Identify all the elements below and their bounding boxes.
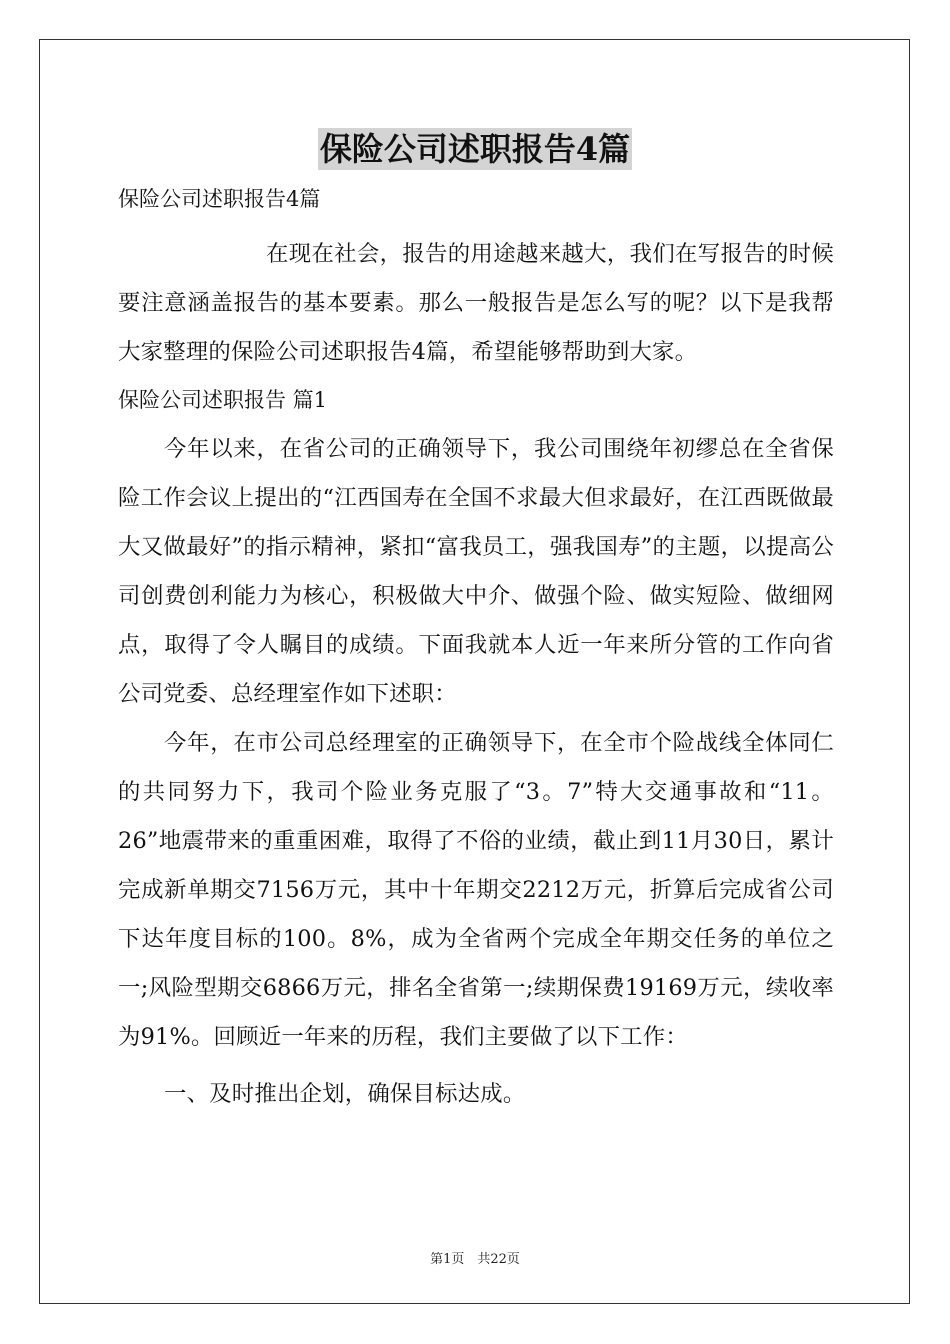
document-subtitle: 保险公司述职报告4篇	[118, 187, 321, 211]
document-title: 保险公司述职报告4篇	[319, 130, 631, 168]
body-paragraph-2: 今年，在市公司总经理室的正确领导下，在全市个险战线全体同仁的共同努力下，我司个险业务克服了“3。7”特大交通事故和“11。26”地震带来的重重困难，取得了不俗的业绩，截止到11月30日，累计完成新单期交7156万元，其中十年期交2212万元，折算后完成省公司下达年度目标的100。8%，成为全省两个完成全年期交任务的单位之一;风险型期交6866万元，排名全省第一;续期保费19169万元，续收率为91%。回顾近一年来的历程，我们主要做了以下工作：	[118, 730, 834, 1050]
intro-paragraph: 在现在社会，报告的用途越来越大，我们在写报告的时候要注意涵盖报告的基本要素。那么一般报告是怎么写的呢？以下是我帮大家整理的保险公司述职报告4篇，希望能够帮助到大家。	[118, 241, 834, 365]
page-footer	[0, 1248, 950, 1267]
title-container	[0, 128, 950, 170]
section-heading: 保险公司述职报告 篇1	[118, 388, 328, 412]
list-item-1: 一、及时推出企划，确保目标达成。	[164, 1081, 526, 1107]
body-paragraph-1: 今年以来，在省公司的正确领导下，我公司围绕年初缪总在全省保险工作会议上提出的“江西国寿在全国不求最大但求最好，在江西既做最大又做最好”的指示精神，紧扣“富我员工，强我国寿”的主题，以提高公司创费创利能力为核心，积极做大中介、做强个险、做实短险、做细网点，取得了令人瞩目的成绩。下面我就本人近一年来所分管的工作向省公司党委、总经理室作如下述职：	[118, 436, 834, 707]
page-number: 第1页 共22页	[430, 1252, 520, 1267]
document-body	[118, 182, 834, 1119]
